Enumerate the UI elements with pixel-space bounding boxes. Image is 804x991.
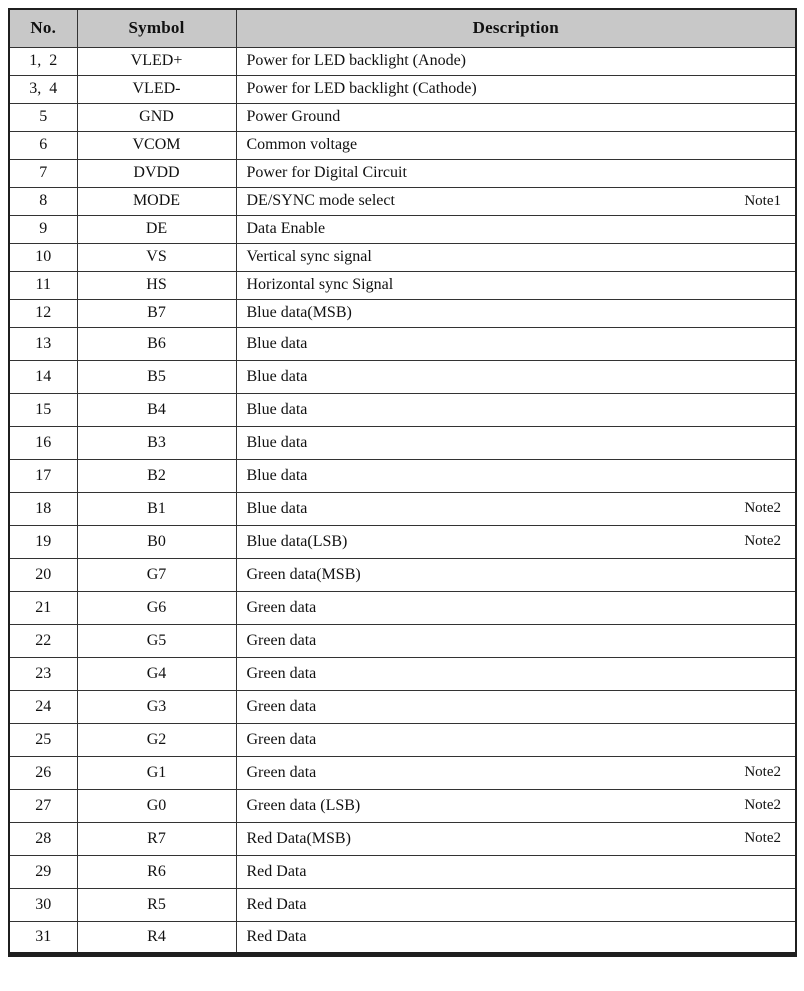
- description-content: [237, 52, 796, 70]
- cell-description: [236, 187, 796, 215]
- description-text: Green data: [246, 730, 317, 748]
- header-row: [9, 9, 796, 47]
- cell-no: 16: [9, 426, 77, 459]
- description-content: [237, 136, 796, 154]
- cell-symbol: G4: [77, 657, 236, 690]
- description-content: [237, 533, 796, 551]
- description-content: [237, 764, 796, 782]
- description-text: Red Data: [246, 862, 307, 880]
- header-cell-description: Description: [236, 9, 796, 47]
- cell-description: [236, 159, 796, 187]
- table-row: [9, 591, 796, 624]
- pin-description-table: [8, 8, 797, 957]
- cell-no: 10: [9, 243, 77, 271]
- table-row: [9, 492, 796, 525]
- table-row: [9, 459, 796, 492]
- description-content: [237, 896, 796, 914]
- cell-symbol: B1: [77, 492, 236, 525]
- cell-no: 18: [9, 492, 77, 525]
- description-content: [237, 698, 796, 716]
- cell-no: 12: [9, 299, 77, 327]
- description-text: Power for LED backlight (Cathode): [246, 80, 477, 97]
- cell-no: 30: [9, 888, 77, 921]
- cell-symbol: G1: [77, 756, 236, 789]
- cell-no: 13: [9, 327, 77, 360]
- cell-description: [236, 723, 796, 756]
- table-row: [9, 75, 796, 103]
- cell-no: 8: [9, 187, 77, 215]
- description-text: Blue data(MSB): [246, 304, 352, 321]
- cell-no: 14: [9, 360, 77, 393]
- table-row: [9, 215, 796, 243]
- note-label: Note2: [744, 797, 781, 813]
- cell-no: 17: [9, 459, 77, 492]
- cell-no: 25: [9, 723, 77, 756]
- description-text: Blue data: [246, 367, 308, 385]
- description-text: Red Data: [246, 895, 307, 913]
- table-row: [9, 789, 796, 822]
- cell-no: 29: [9, 855, 77, 888]
- table-row: [9, 855, 796, 888]
- cell-description: [236, 525, 796, 558]
- table-row: [9, 756, 796, 789]
- cell-symbol: MODE: [77, 187, 236, 215]
- cell-no: 1, 2: [9, 47, 77, 75]
- cell-symbol: G5: [77, 624, 236, 657]
- description-text: Vertical sync signal: [246, 248, 372, 265]
- cell-symbol: R7: [77, 822, 236, 855]
- cell-symbol: B7: [77, 299, 236, 327]
- cell-symbol: VLED+: [77, 47, 236, 75]
- cell-symbol: B3: [77, 426, 236, 459]
- cell-no: 27: [9, 789, 77, 822]
- cell-symbol: DE: [77, 215, 236, 243]
- table-row: [9, 271, 796, 299]
- description-content: [237, 192, 796, 210]
- cell-symbol: B5: [77, 360, 236, 393]
- cell-no: 31: [9, 921, 77, 954]
- cell-no: 21: [9, 591, 77, 624]
- description-text: DE/SYNC mode select: [246, 192, 395, 209]
- description-content: [237, 335, 796, 353]
- cell-no: 22: [9, 624, 77, 657]
- description-text: Green data: [246, 763, 317, 781]
- description-text: Green data: [246, 697, 317, 715]
- description-text: Green data: [246, 664, 317, 682]
- description-text: Blue data: [246, 466, 308, 484]
- table-row: [9, 822, 796, 855]
- table-row: [9, 657, 796, 690]
- description-text: Blue data(LSB): [246, 532, 348, 550]
- cell-no: 6: [9, 131, 77, 159]
- description-content: [237, 797, 796, 815]
- description-text: Green data: [246, 631, 317, 649]
- cell-description: [236, 327, 796, 360]
- cell-description: [236, 299, 796, 327]
- cell-no: 28: [9, 822, 77, 855]
- header-cell-symbol: Symbol: [77, 9, 236, 47]
- description-content: [237, 248, 796, 266]
- description-content: [237, 467, 796, 485]
- description-text: Blue data: [246, 433, 308, 451]
- cell-symbol: VCOM: [77, 131, 236, 159]
- table-row: [9, 690, 796, 723]
- cell-no: 20: [9, 558, 77, 591]
- cell-no: 26: [9, 756, 77, 789]
- table-row: [9, 888, 796, 921]
- cell-description: [236, 492, 796, 525]
- cell-description: [236, 822, 796, 855]
- cell-symbol: DVDD: [77, 159, 236, 187]
- table-row: [9, 393, 796, 426]
- description-text: Data Enable: [246, 220, 326, 237]
- cell-description: [236, 855, 796, 888]
- table-row: [9, 299, 796, 327]
- table-row: [9, 525, 796, 558]
- note-label: Note2: [744, 830, 781, 846]
- cell-no: 24: [9, 690, 77, 723]
- description-text: Blue data: [246, 400, 308, 418]
- description-text: Blue data: [246, 334, 308, 352]
- cell-description: [236, 103, 796, 131]
- table-row: [9, 243, 796, 271]
- cell-description: [236, 624, 796, 657]
- header-cell-no: No.: [9, 9, 77, 47]
- cell-description: [236, 459, 796, 492]
- table-row: [9, 624, 796, 657]
- note-label: Note2: [744, 764, 781, 780]
- table-row: [9, 187, 796, 215]
- cell-symbol: VLED-: [77, 75, 236, 103]
- cell-description: [236, 789, 796, 822]
- cell-no: 11: [9, 271, 77, 299]
- description-content: [237, 830, 796, 848]
- table-row: [9, 327, 796, 360]
- description-text: Horizontal sync Signal: [246, 276, 394, 293]
- cell-symbol: G7: [77, 558, 236, 591]
- table-row: [9, 921, 796, 954]
- note-label: Note2: [744, 533, 781, 549]
- description-text: Power for LED backlight (Anode): [246, 52, 466, 69]
- table-row: [9, 131, 796, 159]
- cell-description: [236, 591, 796, 624]
- description-content: [237, 304, 796, 322]
- cell-no: 19: [9, 525, 77, 558]
- description-content: [237, 164, 796, 182]
- description-content: [237, 500, 796, 518]
- table-body: [9, 47, 796, 954]
- cell-description: [236, 888, 796, 921]
- table-row: [9, 360, 796, 393]
- cell-no: 7: [9, 159, 77, 187]
- cell-symbol: R4: [77, 921, 236, 954]
- cell-no: 3, 4: [9, 75, 77, 103]
- description-text: Green data (LSB): [246, 796, 361, 814]
- cell-description: [236, 271, 796, 299]
- description-text: Blue data: [246, 499, 308, 517]
- description-content: [237, 108, 796, 126]
- description-text: Green data: [246, 598, 317, 616]
- cell-no: 15: [9, 393, 77, 426]
- description-text: Green data(MSB): [246, 565, 361, 583]
- description-content: [237, 276, 796, 294]
- table-row: [9, 159, 796, 187]
- cell-symbol: G0: [77, 789, 236, 822]
- cell-description: [236, 921, 796, 954]
- description-content: [237, 401, 796, 419]
- table-row: [9, 426, 796, 459]
- cell-symbol: R6: [77, 855, 236, 888]
- description-content: [237, 632, 796, 650]
- cell-no: 23: [9, 657, 77, 690]
- description-content: [237, 220, 796, 238]
- description-content: [237, 80, 796, 98]
- cell-symbol: HS: [77, 271, 236, 299]
- cell-symbol: GND: [77, 103, 236, 131]
- cell-no: 5: [9, 103, 77, 131]
- cell-description: [236, 690, 796, 723]
- description-content: [237, 599, 796, 617]
- description-text: Common voltage: [246, 136, 358, 153]
- cell-description: [236, 47, 796, 75]
- table-row: [9, 723, 796, 756]
- description-content: [237, 434, 796, 452]
- description-text: Power Ground: [246, 108, 341, 125]
- cell-description: [236, 360, 796, 393]
- table-row: [9, 47, 796, 75]
- cell-description: [236, 558, 796, 591]
- cell-symbol: G2: [77, 723, 236, 756]
- cell-description: [236, 75, 796, 103]
- description-content: [237, 566, 796, 584]
- table-row: [9, 103, 796, 131]
- cell-symbol: B4: [77, 393, 236, 426]
- cell-symbol: R5: [77, 888, 236, 921]
- cell-symbol: B6: [77, 327, 236, 360]
- cell-symbol: B2: [77, 459, 236, 492]
- description-text: Power for Digital Circuit: [246, 164, 407, 181]
- table-row: [9, 558, 796, 591]
- cell-symbol: VS: [77, 243, 236, 271]
- note-label: Note1: [744, 192, 781, 209]
- cell-description: [236, 426, 796, 459]
- description-text: Red Data(MSB): [246, 829, 351, 847]
- description-content: [237, 368, 796, 386]
- description-content: [237, 863, 796, 881]
- cell-description: [236, 657, 796, 690]
- cell-symbol: B0: [77, 525, 236, 558]
- cell-no: 9: [9, 215, 77, 243]
- cell-symbol: G6: [77, 591, 236, 624]
- cell-description: [236, 243, 796, 271]
- cell-symbol: G3: [77, 690, 236, 723]
- description-text: Red Data: [246, 927, 307, 945]
- cell-description: [236, 393, 796, 426]
- description-content: [237, 665, 796, 683]
- description-content: [237, 928, 796, 946]
- description-content: [237, 731, 796, 749]
- cell-description: [236, 131, 796, 159]
- note-label: Note2: [744, 500, 781, 516]
- cell-description: [236, 215, 796, 243]
- cell-description: [236, 756, 796, 789]
